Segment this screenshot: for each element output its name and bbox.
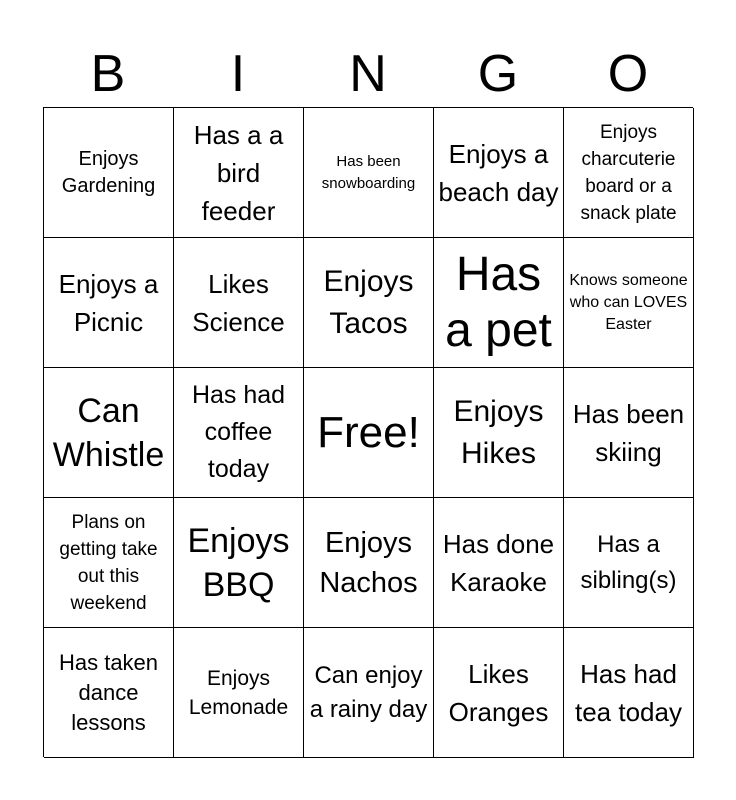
- header-letter-i: I: [230, 45, 246, 103]
- bingo-cell[interactable]: [434, 238, 564, 368]
- bingo-cell[interactable]: [564, 498, 694, 628]
- bingo-header: [43, 44, 693, 104]
- cell-text: Enjoys Lemonade: [188, 666, 289, 719]
- bingo-cell[interactable]: [44, 238, 174, 368]
- bingo-cell[interactable]: [304, 238, 434, 368]
- bingo-cell[interactable]: [564, 238, 694, 368]
- bingo-cell[interactable]: [304, 108, 434, 238]
- cell-text: Enjoys Gardening: [61, 147, 156, 197]
- cell-text: Has taken dance lessons: [58, 649, 159, 735]
- bingo-cell[interactable]: [174, 628, 304, 758]
- cell-text: Has been snowboarding: [321, 152, 416, 192]
- header-letter-b: B: [90, 45, 126, 103]
- cell-text: Has done Karaoke: [442, 528, 555, 597]
- cell-text: Has a sibling(s): [580, 530, 677, 594]
- bingo-cell[interactable]: [304, 628, 434, 758]
- cell-text: Has a pet: [445, 247, 552, 357]
- cell-text: Can Whistle: [52, 391, 165, 474]
- cell-text: Likes Oranges: [448, 658, 549, 727]
- cell-text: Enjoys Tacos: [323, 264, 414, 340]
- cell-text: Knows someone who can LOVES Easter: [569, 271, 688, 333]
- cell-text: Enjoys Hikes: [453, 394, 544, 470]
- bingo-cell[interactable]: [44, 108, 174, 238]
- bingo-cell[interactable]: [174, 498, 304, 628]
- bingo-cell[interactable]: [434, 498, 564, 628]
- bingo-cell[interactable]: [434, 628, 564, 758]
- cell-text: Enjoys Nachos: [319, 526, 418, 599]
- bingo-cell[interactable]: [564, 628, 694, 758]
- bingo-cell[interactable]: [174, 238, 304, 368]
- header-letter-n: N: [349, 45, 387, 103]
- bingo-cell[interactable]: [434, 368, 564, 498]
- bingo-cell[interactable]: [304, 368, 434, 498]
- cell-text: Enjoys a Picnic: [58, 268, 159, 337]
- cell-text: Enjoys a beach day: [438, 138, 559, 207]
- bingo-cell[interactable]: [174, 368, 304, 498]
- cell-text: Enjoys BBQ: [187, 521, 290, 604]
- bingo-cell[interactable]: [44, 368, 174, 498]
- bingo-grid: [43, 107, 693, 757]
- bingo-cell[interactable]: [564, 368, 694, 498]
- cell-text: Has had tea today: [575, 658, 682, 727]
- header-letter-g: G: [477, 45, 519, 103]
- cell-text: Likes Science: [192, 268, 285, 337]
- cell-text: Free!: [317, 407, 420, 457]
- bingo-cell[interactable]: [174, 108, 304, 238]
- bingo-cell[interactable]: [564, 108, 694, 238]
- cell-text: Enjoys charcuterie board or a snack plate: [580, 121, 677, 224]
- bingo-cell[interactable]: [304, 498, 434, 628]
- cell-text: Plans on getting take out this weekend: [59, 511, 158, 614]
- cell-text: Has had coffee today: [191, 381, 286, 483]
- cell-text: Can enjoy a rainy day: [309, 661, 428, 723]
- cell-text: Has a a bird feeder: [193, 119, 284, 226]
- header-letter-o: O: [607, 45, 649, 103]
- bingo-cell[interactable]: [434, 108, 564, 238]
- cell-text: Has been skiing: [572, 398, 685, 467]
- bingo-cell[interactable]: [44, 498, 174, 628]
- bingo-cell[interactable]: [44, 628, 174, 758]
